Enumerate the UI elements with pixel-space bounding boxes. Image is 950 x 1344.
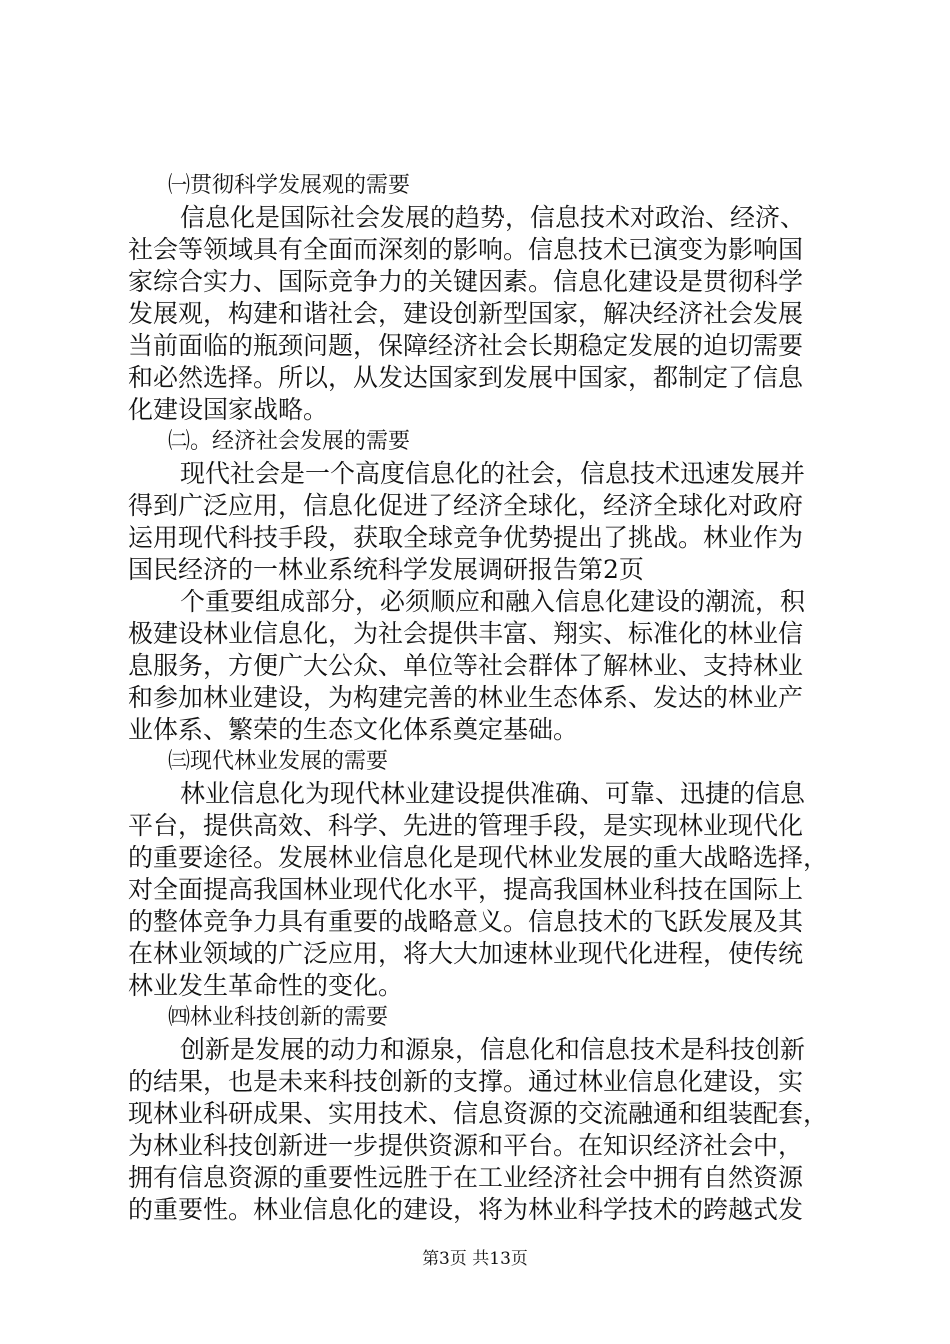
paragraph-line: 林业发生革命性的变化。 xyxy=(128,971,404,1000)
paragraph-line: 的重要性。林业信息化的建设，将为林业科学技术的跨越式发 xyxy=(128,1195,804,1224)
paragraph-line: 国民经济的一林业系统科学发展调研报告第2页 xyxy=(128,555,644,584)
paragraph-line: 个重要组成部分，必须顺应和融入信息化建设的潮流，积 xyxy=(180,587,806,616)
paragraph-line: 拥有信息资源的重要性远胜于在工业经济社会中拥有自然资源 xyxy=(128,1163,804,1192)
paragraph-line: 得到广泛应用，信息化促进了经济全球化，经济全球化对政府 xyxy=(128,491,804,520)
paragraph-line: 和必然选择。所以，从发达国家到发展中国家，都制定了信息 xyxy=(128,363,804,392)
paragraph-line: 化建设国家战略。 xyxy=(128,395,329,424)
paragraph-line: 的重要途径。发展林业信息化是现代林业发展的重大战略选择， xyxy=(128,843,829,872)
paragraph-line: 和参加林业建设，为构建完善的林业生态体系、发达的林业产 xyxy=(128,683,804,712)
page-number-footer: 第3页 共13页 xyxy=(422,1249,528,1269)
paragraph-line: 当前面临的瓶颈问题，保障经济社会长期稳定发展的迫切需要 xyxy=(128,331,804,360)
document-body xyxy=(128,170,840,1226)
paragraph-line: 现代社会是一个高度信息化的社会，信息技术迅速发展并 xyxy=(180,459,806,488)
paragraph-line: 家综合实力、国际竞争力的关键因素。信息化建设是贯彻科学 xyxy=(128,267,804,296)
paragraph-line: 在林业领域的广泛应用，将大大加速林业现代化进程，使传统 xyxy=(128,939,804,968)
paragraph-line: 创新是发展的动力和源泉，信息化和信息技术是科技创新 xyxy=(180,1035,806,1064)
section-heading: ㈣林业科技创新的需要 xyxy=(168,1005,389,1030)
paragraph-line: 业体系、繁荣的生态文化体系奠定基础。 xyxy=(128,715,579,744)
section-heading: ㈡。经济社会发展的需要 xyxy=(168,429,411,454)
paragraph-line: 的整体竞争力具有重要的战略意义。信息技术的飞跃发展及其 xyxy=(128,907,804,936)
paragraph-line: 林业信息化为现代林业建设提供准确、可靠、迅捷的信息 xyxy=(180,779,806,808)
paragraph-line: 发展观，构建和谐社会，建设创新型国家，解决经济社会发展 xyxy=(128,299,804,328)
paragraph-line: 信息化是国际社会发展的趋势，信息技术对政治、经济、 xyxy=(180,203,806,232)
paragraph-line: 运用现代科技手段，获取全球竞争优势提出了挑战。林业作为 xyxy=(128,523,804,552)
paragraph-line: 现林业科研成果、实用技术、信息资源的交流融通和组装配套， xyxy=(128,1099,829,1128)
section-heading: ㈠贯彻科学发展观的需要 xyxy=(168,173,411,198)
section-heading: ㈢现代林业发展的需要 xyxy=(168,749,389,774)
paragraph-line: 平台，提供高效、科学、先进的管理手段，是实现林业现代化 xyxy=(128,811,804,840)
paragraph-line: 息服务，方便广大公众、单位等社会群体了解林业、支持林业 xyxy=(128,651,804,680)
paragraph-line: 为林业科技创新进一步提供资源和平台。在知识经济社会中， xyxy=(128,1131,804,1160)
paragraph-line: 极建设林业信息化，为社会提供丰富、翔实、标准化的林业信 xyxy=(128,619,804,648)
paragraph-line: 社会等领域具有全面而深刻的影响。信息技术已演变为影响国 xyxy=(128,235,804,264)
paragraph-line: 的结果，也是未来科技创新的支撑。通过林业信息化建设，实 xyxy=(128,1067,804,1096)
paragraph-line: 对全面提高我国林业现代化水平，提高我国林业科技在国际上 xyxy=(128,875,804,904)
